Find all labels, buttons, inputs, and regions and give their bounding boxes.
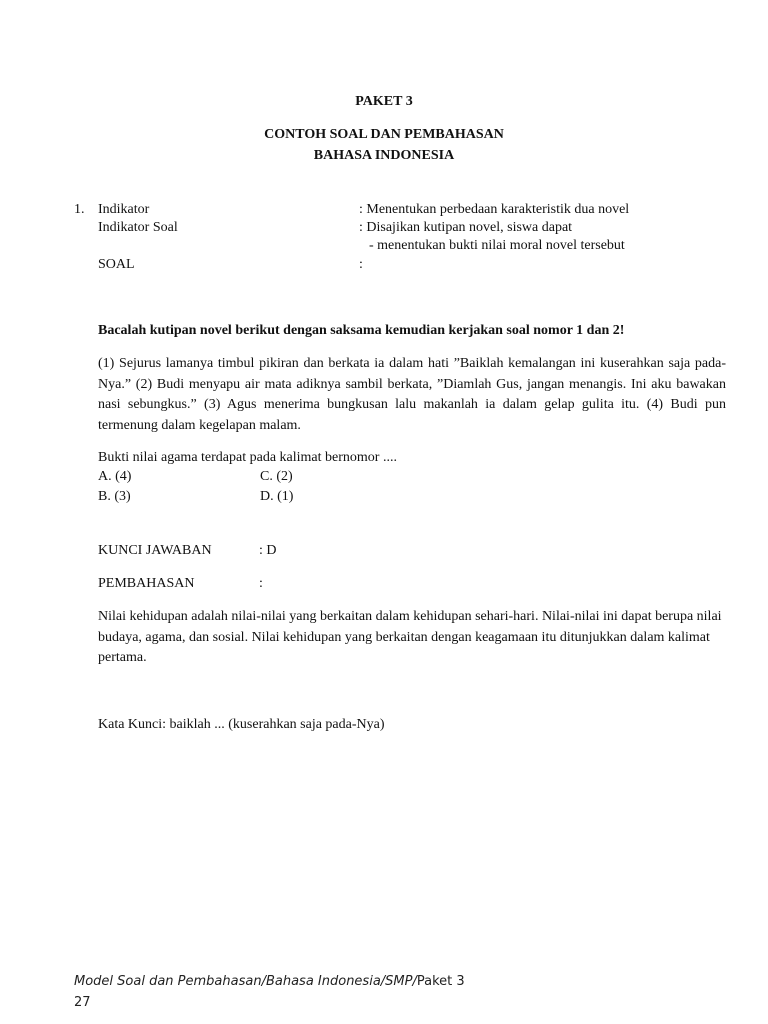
option-d: D. (1) — [260, 489, 294, 504]
indikator-soal-value-2: - menentukan bukti nilai moral novel tersebut — [369, 238, 625, 253]
footer-paket: Paket 3 — [416, 974, 465, 989]
kunci-jawaban-label: KUNCI JAWABAN — [98, 543, 212, 558]
indikator-soal-value: : Disajikan kutipan novel, siswa dapat — [359, 220, 573, 235]
page-footer — [74, 971, 465, 1013]
kata-kunci: Kata Kunci: baiklah ... (kuserahkan saja pada-Nya) — [98, 717, 385, 732]
footer-text: Model Soal dan Pembahasan/Bahasa Indonesia/SMP/ — [74, 974, 417, 989]
soal-value: : — [359, 257, 363, 272]
page-number: 27 — [74, 995, 91, 1010]
question-number: 1. — [74, 202, 85, 217]
pembahasan-value: : — [259, 576, 263, 591]
indikator-soal-label: Indikator Soal — [98, 220, 178, 235]
question-prompt: Bukti nilai agama terdapat pada kalimat bernomor .... — [98, 450, 397, 465]
soal-label: SOAL — [98, 257, 135, 272]
novel-passage: (1) Sejurus lamanya timbul pikiran dan berkata ia dalam hati ”Baiklah kemalangan ini kuserahkan saja pada-Nya.” (2) Budi menyapu air mata adiknya sambil berkata, ”Diamlah Gus, jangan menangis. Ini aku bawakan nasi sebungkus.” (3) Agus menerima bungkusan lalu makanlah ia dalam gelap gulita itu. (4) Budi pun termenung dalam kegelapan malam. — [98, 356, 726, 433]
indikator-value: : Menentukan perbedaan karakteristik dua novel — [359, 202, 630, 217]
kunci-jawaban-value: : D — [259, 543, 277, 558]
option-b: B. (3) — [98, 489, 131, 504]
title-line-2: BAHASA INDONESIA — [313, 148, 455, 163]
indikator-label: Indikator — [98, 202, 150, 217]
option-a: A. (4) — [98, 469, 132, 484]
option-c: C. (2) — [260, 469, 293, 484]
explanation-text: Nilai kehidupan adalah nilai-nilai yang berkaitan dalam kehidupan sehari-hari. Nilai-nilai ini dapat berupa nilai budaya, agama, dan sosial. Nilai kehidupan yang berkaitan dengan keagamaan itu ditunjukkan dalam kalimat pertama. — [98, 609, 722, 665]
paket-heading: PAKET 3 — [355, 94, 413, 109]
pembahasan-label: PEMBAHASAN — [98, 576, 195, 591]
reading-instruction: Bacalah kutipan novel berikut dengan saksama kemudian kerjakan soal nomor 1 dan 2! — [98, 323, 625, 338]
title-line-1: CONTOH SOAL DAN PEMBAHASAN — [264, 127, 504, 142]
